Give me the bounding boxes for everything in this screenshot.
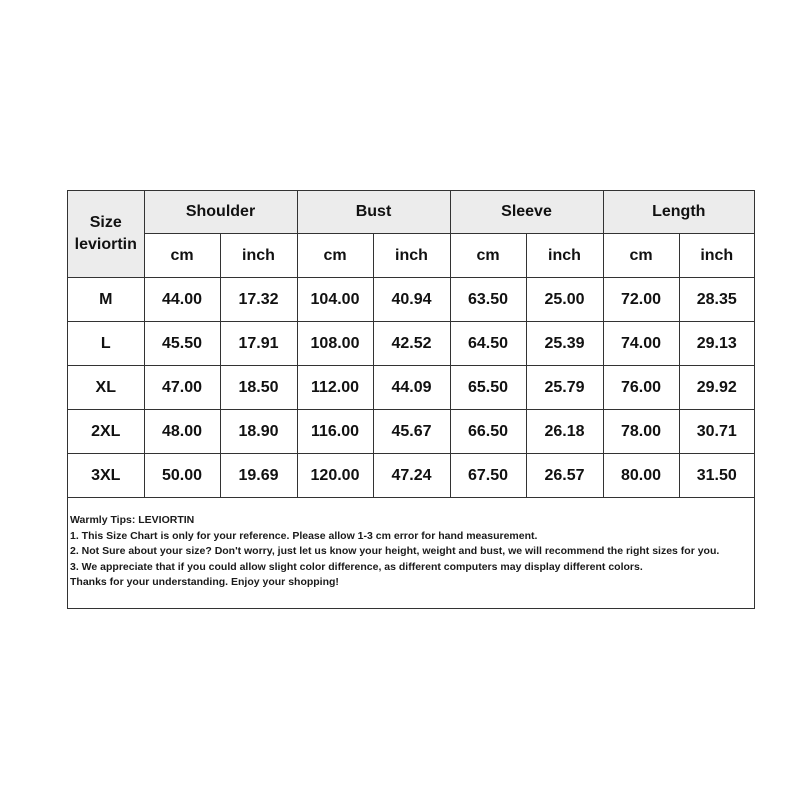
unit-header: inch <box>373 234 450 278</box>
header-row-groups <box>68 191 754 234</box>
shoulder-header: Shoulder <box>144 191 297 234</box>
table-cell: 31.50 <box>679 454 754 498</box>
unit-header: cm <box>450 234 526 278</box>
table-cell: 26.18 <box>526 410 603 454</box>
table-cell: 47.00 <box>144 366 220 410</box>
header-row-units <box>68 234 754 278</box>
table-cell: 18.50 <box>220 366 297 410</box>
table-cell: 25.00 <box>526 278 603 322</box>
table-cell: 66.50 <box>450 410 526 454</box>
table-cell: 29.92 <box>679 366 754 410</box>
table-cell: 65.50 <box>450 366 526 410</box>
sleeve-header: Sleeve <box>450 191 603 234</box>
unit-header: inch <box>526 234 603 278</box>
size-label-cell: 3XL <box>68 454 144 498</box>
table-row <box>68 410 754 454</box>
table-cell: 42.52 <box>373 322 450 366</box>
table-cell: 25.79 <box>526 366 603 410</box>
table-row <box>68 278 754 322</box>
table-cell: 19.69 <box>220 454 297 498</box>
table-cell: 64.50 <box>450 322 526 366</box>
table-row <box>68 366 754 410</box>
table-cell: 45.50 <box>144 322 220 366</box>
size-label-cell: M <box>68 278 144 322</box>
bust-header: Bust <box>297 191 450 234</box>
table-row <box>68 454 754 498</box>
table-cell: 120.00 <box>297 454 373 498</box>
size-table <box>68 191 754 498</box>
table-cell: 44.09 <box>373 366 450 410</box>
table-cell: 40.94 <box>373 278 450 322</box>
table-cell: 63.50 <box>450 278 526 322</box>
size-chart <box>67 190 755 609</box>
size-header-label: Size <box>89 214 122 231</box>
size-label-cell: L <box>68 322 144 366</box>
table-cell: 18.90 <box>220 410 297 454</box>
length-header: Length <box>603 191 754 234</box>
brand-header-label: leviortin <box>74 236 137 253</box>
table-cell: 78.00 <box>603 410 679 454</box>
table-cell: 29.13 <box>679 322 754 366</box>
tips-line: 2. Not Sure about your size? Don't worry, just let us know your height, weight and bust, we will recommend the right sizes for you. <box>70 545 720 557</box>
tips-line: Thanks for your understanding. Enjoy your shopping! <box>70 576 339 588</box>
table-cell: 50.00 <box>144 454 220 498</box>
unit-header: cm <box>297 234 373 278</box>
table-cell: 108.00 <box>297 322 373 366</box>
tips-line: 3. We appreciate that if you could allow slight color difference, as different computers may display different colors. <box>70 560 643 573</box>
size-label-cell: 2XL <box>68 410 144 454</box>
table-cell: 44.00 <box>144 278 220 322</box>
table-cell: 48.00 <box>144 410 220 454</box>
table-cell: 76.00 <box>603 366 679 410</box>
table-row <box>68 322 754 366</box>
table-cell: 80.00 <box>603 454 679 498</box>
table-cell: 74.00 <box>603 322 679 366</box>
size-label-cell: XL <box>68 366 144 410</box>
table-cell: 112.00 <box>297 366 373 410</box>
table-cell: 30.71 <box>679 410 754 454</box>
tips-section <box>70 513 750 591</box>
table-cell: 47.24 <box>373 454 450 498</box>
table-cell: 104.00 <box>297 278 373 322</box>
unit-header: inch <box>679 234 754 278</box>
table-cell: 17.32 <box>220 278 297 322</box>
table-cell: 72.00 <box>603 278 679 322</box>
table-cell: 17.91 <box>220 322 297 366</box>
table-cell: 25.39 <box>526 322 603 366</box>
unit-header: cm <box>144 234 220 278</box>
tips-line: 1. This Size Chart is only for your reference. Please allow 1-3 cm error for hand measurement. <box>70 529 538 542</box>
table-cell: 116.00 <box>297 410 373 454</box>
table-cell: 67.50 <box>450 454 526 498</box>
size-header-cell <box>68 191 144 278</box>
unit-header: cm <box>603 234 679 278</box>
table-cell: 26.57 <box>526 454 603 498</box>
tips-title: Warmly Tips: LEVIORTIN <box>70 514 195 526</box>
table-cell: 28.35 <box>679 278 754 322</box>
unit-header: inch <box>220 234 297 278</box>
table-cell: 45.67 <box>373 410 450 454</box>
